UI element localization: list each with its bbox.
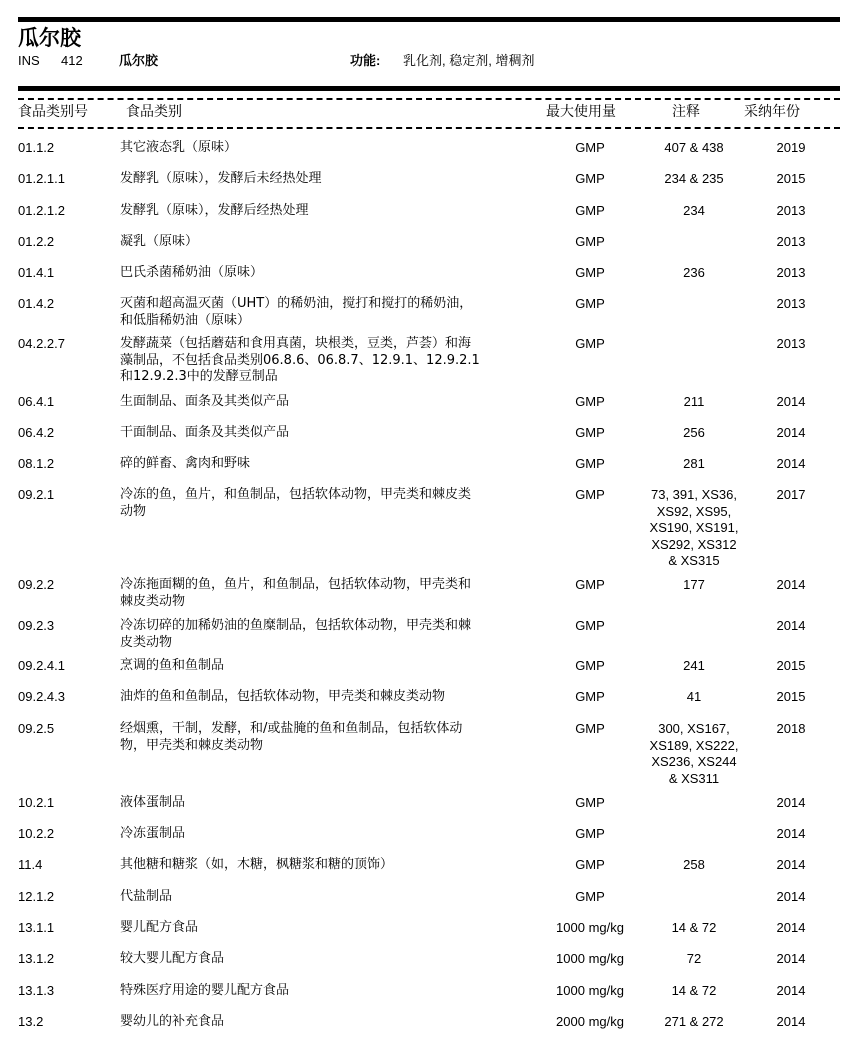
section-rule — [18, 86, 840, 91]
additive-name: 瓜尔胶 — [119, 53, 159, 68]
year-adopted: 2014 — [776, 951, 806, 966]
column-header-category: 食品类别 — [126, 103, 182, 119]
max-use-level: GMP — [575, 487, 605, 502]
max-use-level: GMP — [575, 171, 605, 186]
year-adopted: 2015 — [776, 171, 806, 186]
column-header-code: 食品类别号 — [18, 103, 88, 119]
food-category-name: 发酵蔬菜（包括蘑菇和食用真菌，块根类，豆类，芦荟）和海 藻制品，不包括食品类别06.8.6、06.8.7、12.9.1、12.9.2.1 和12.9.2.3中的发酵豆制品 — [120, 336, 480, 384]
year-adopted: 2013 — [776, 234, 806, 249]
notes-cell: 407 & 438 — [664, 140, 724, 155]
food-category-code: 10.2.2 — [18, 826, 55, 841]
food-category-code: 13.1.2 — [18, 951, 55, 966]
food-category-code: 01.4.1 — [18, 265, 55, 280]
notes-cell: 281 — [683, 456, 705, 471]
food-category-code: 11.4 — [18, 857, 43, 872]
notes-cell: 236 — [683, 265, 705, 280]
ins-label: INS — [18, 53, 40, 68]
year-adopted: 2013 — [776, 296, 806, 311]
notes-cell: 72 — [686, 951, 702, 966]
notes-cell: 234 — [683, 203, 705, 218]
year-adopted: 2014 — [776, 795, 806, 810]
food-category-code: 06.4.1 — [18, 394, 55, 409]
header-dashed-rule-top — [18, 98, 840, 100]
food-category-code: 09.2.4.1 — [18, 658, 65, 673]
food-category-name: 冷冻切碎的加稀奶油的鱼糜制品，包括软体动物，甲壳类和棘 皮类动物 — [120, 618, 472, 650]
top-rule — [18, 17, 840, 22]
food-category-name: 婴儿配方食品 — [120, 920, 199, 935]
max-use-level: GMP — [575, 203, 605, 218]
notes-cell: 258 — [683, 857, 705, 872]
year-adopted: 2015 — [776, 689, 806, 704]
food-category-code: 09.2.4.3 — [18, 689, 65, 704]
max-use-level: GMP — [575, 336, 605, 351]
year-adopted: 2014 — [776, 1014, 806, 1029]
max-use-level: GMP — [575, 721, 605, 736]
max-use-level: 1000 mg/kg — [556, 983, 624, 998]
max-use-level: GMP — [575, 296, 605, 311]
max-use-level: GMP — [575, 140, 605, 155]
notes-cell: 73, 391, XS36, XS92, XS95, XS190, XS191, XS292, XS312 & XS315 — [649, 487, 739, 568]
food-category-code: 10.2.1 — [18, 795, 55, 810]
notes-cell: 271 & 272 — [664, 1014, 724, 1029]
function-list: 乳化剂, 稳定剂, 增稠剂 — [403, 53, 535, 68]
function-label: 功能: — [350, 53, 381, 68]
food-category-name: 生面制品、面条及其类似产品 — [120, 394, 290, 409]
max-use-level: GMP — [575, 394, 605, 409]
max-use-level: GMP — [575, 618, 605, 633]
food-category-code: 06.4.2 — [18, 425, 55, 440]
year-adopted: 2017 — [776, 487, 806, 502]
year-adopted: 2014 — [776, 618, 806, 633]
food-category-code: 01.2.1.2 — [18, 203, 65, 218]
ins-number: 412 — [61, 53, 83, 68]
max-use-level: GMP — [575, 795, 605, 810]
year-adopted: 2014 — [776, 394, 806, 409]
food-category-code: 01.4.2 — [18, 296, 55, 311]
notes-cell: 14 & 72 — [671, 983, 717, 998]
max-use-level: 1000 mg/kg — [556, 951, 624, 966]
year-adopted: 2018 — [776, 721, 806, 736]
food-category-name: 发酵乳（原味），发酵后经热处理 — [120, 203, 309, 218]
notes-cell: 234 & 235 — [664, 171, 724, 186]
food-category-code: 09.2.3 — [18, 618, 55, 633]
food-category-name: 其他糖和糖浆（如，木糖，枫糖浆和糖的顶饰） — [120, 857, 394, 872]
notes-cell: 256 — [683, 425, 705, 440]
column-header-max-level: 最大使用量 — [546, 103, 616, 119]
food-category-name: 冷冻蛋制品 — [120, 826, 186, 841]
food-category-name: 碎的鲜畜、禽肉和野味 — [120, 456, 251, 471]
food-category-name: 巴氏杀菌稀奶油（原味） — [120, 265, 264, 280]
food-category-name: 烹调的鱼和鱼制品 — [120, 658, 225, 673]
header-dashed-rule-bottom — [18, 127, 840, 129]
max-use-level: GMP — [575, 689, 605, 704]
food-category-code: 13.1.1 — [18, 920, 55, 935]
max-use-level: GMP — [575, 234, 605, 249]
food-category-name: 经烟熏，干制，发酵，和/或盐腌的鱼和鱼制品，包括软体动 物，甲壳类和棘皮类动物 — [120, 721, 463, 753]
max-use-level: GMP — [575, 857, 605, 872]
max-use-level: 1000 mg/kg — [556, 920, 624, 935]
notes-cell: 177 — [683, 577, 705, 592]
food-category-name: 婴幼儿的补充食品 — [120, 1014, 225, 1029]
year-adopted: 2014 — [776, 456, 806, 471]
notes-cell: 14 & 72 — [671, 920, 717, 935]
max-use-level: GMP — [575, 577, 605, 592]
notes-cell: 41 — [686, 689, 702, 704]
year-adopted: 2014 — [776, 826, 806, 841]
food-category-name: 冷冻拖面糊的鱼，鱼片，和鱼制品，包括软体动物，甲壳类和 棘皮类动物 — [120, 577, 472, 609]
page-title: 瓜尔胶 — [18, 27, 81, 50]
food-category-name: 灭菌和超高温灭菌（UHT）的稀奶油，搅打和搅打的稀奶油， 和低脂稀奶油（原味） — [120, 296, 473, 328]
max-use-level: 2000 mg/kg — [556, 1014, 624, 1029]
food-category-name: 其它液态乳（原味） — [120, 140, 238, 155]
year-adopted: 2014 — [776, 920, 806, 935]
year-adopted: 2014 — [776, 857, 806, 872]
year-adopted: 2014 — [776, 889, 806, 904]
food-category-name: 干面制品、面条及其类似产品 — [120, 425, 290, 440]
food-category-name: 冷冻的鱼，鱼片，和鱼制品，包括软体动物，甲壳类和棘皮类 动物 — [120, 487, 472, 519]
column-header-notes: 注释 — [672, 103, 700, 119]
notes-cell: 211 — [683, 394, 705, 409]
food-category-code: 09.2.1 — [18, 487, 55, 502]
year-adopted: 2015 — [776, 658, 806, 673]
year-adopted: 2014 — [776, 425, 806, 440]
food-category-code: 01.1.2 — [18, 140, 55, 155]
year-adopted: 2019 — [776, 140, 806, 155]
food-category-name: 液体蛋制品 — [120, 795, 186, 810]
food-category-name: 特殊医疗用途的婴儿配方食品 — [120, 983, 290, 998]
column-header-year: 采纳年份 — [744, 103, 800, 119]
year-adopted: 2014 — [776, 577, 806, 592]
year-adopted: 2013 — [776, 203, 806, 218]
max-use-level: GMP — [575, 658, 605, 673]
food-category-code: 01.2.2 — [18, 234, 55, 249]
max-use-level: GMP — [575, 425, 605, 440]
food-category-code: 13.2 — [18, 1014, 44, 1029]
food-category-code: 09.2.2 — [18, 577, 55, 592]
year-adopted: 2014 — [776, 983, 806, 998]
food-category-code: 12.1.2 — [18, 889, 55, 904]
food-category-name: 代盐制品 — [120, 889, 173, 904]
max-use-level: GMP — [575, 265, 605, 280]
notes-cell: 300, XS167, XS189, XS222, XS236, XS244 & XS311 — [649, 721, 739, 786]
food-category-name: 凝乳（原味） — [120, 234, 199, 249]
max-use-level: GMP — [575, 889, 605, 904]
food-category-code: 04.2.2.7 — [18, 336, 65, 351]
food-category-code: 09.2.5 — [18, 721, 55, 736]
max-use-level: GMP — [575, 456, 605, 471]
food-category-name: 较大婴儿配方食品 — [120, 951, 225, 966]
notes-cell: 241 — [683, 658, 705, 673]
year-adopted: 2013 — [776, 336, 806, 351]
food-category-name: 发酵乳（原味），发酵后未经热处理 — [120, 171, 322, 186]
food-category-code: 01.2.1.1 — [18, 171, 65, 186]
food-category-code: 13.1.3 — [18, 983, 55, 998]
food-category-code: 08.1.2 — [18, 456, 55, 471]
year-adopted: 2013 — [776, 265, 806, 280]
food-category-name: 油炸的鱼和鱼制品，包括软体动物，甲壳类和棘皮类动物 — [120, 689, 446, 704]
max-use-level: GMP — [575, 826, 605, 841]
